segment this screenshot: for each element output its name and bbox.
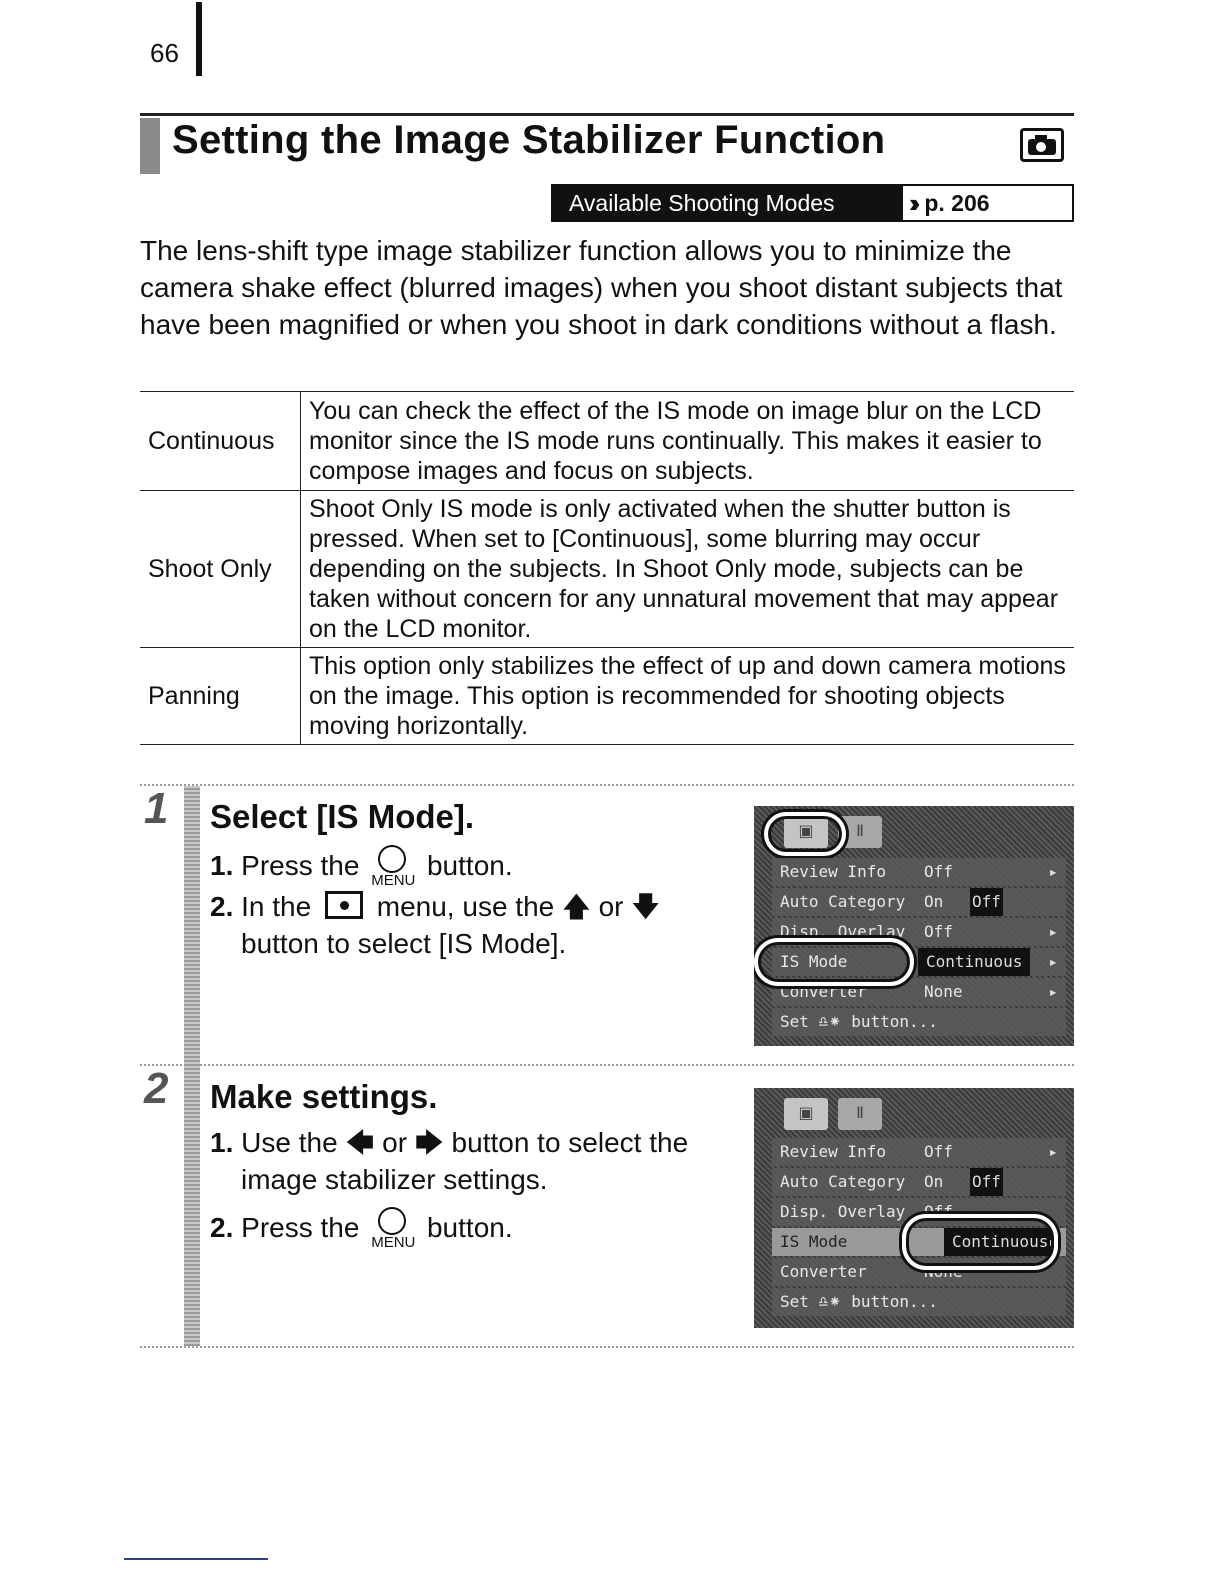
options-table <box>140 391 1074 745</box>
table-row <box>140 648 1074 745</box>
page-title: Setting the Image Stabilizer Function <box>172 118 886 162</box>
instruction-text: Press the <box>241 850 360 881</box>
page-number-bar <box>196 2 202 76</box>
right-arrow-icon: 🡆 <box>414 1127 444 1158</box>
lcd-tabs <box>784 1098 882 1132</box>
lcd-menu-row: Review Info Off ▸ <box>772 858 1066 886</box>
shooting-modes-page-ref: p. 206 <box>924 189 990 216</box>
menu-button-icon <box>371 845 416 889</box>
highlight-ring <box>754 938 914 986</box>
step-instruction-continued: image stabilizer settings. <box>241 1164 548 1195</box>
instruction-text: Press the <box>241 1212 360 1243</box>
step-separator <box>140 784 1074 786</box>
shooting-modes-label: Available Shooting Modes <box>553 186 903 220</box>
double-chevron-icon: ›› <box>909 187 915 218</box>
step-instruction <box>210 845 513 889</box>
option-description: This option only stabilizes the effect of up and down camera motions on the image. This option is recommended for shooting objects moving horizontally. <box>301 648 1075 745</box>
lcd-menu-row: Set ♎⁕ button... <box>772 1008 1066 1036</box>
step-number: 2 <box>144 1064 169 1113</box>
lcd-screenshot-step2 <box>754 1088 1074 1328</box>
instruction-number: 2. <box>210 891 234 922</box>
lcd-menu-row: Set ♎⁕ button... <box>772 1288 1066 1316</box>
lcd-menu-row: Converter None <box>772 1258 1066 1286</box>
step-number: 1 <box>144 784 169 833</box>
lcd-screenshot-step1 <box>754 806 1074 1046</box>
page-number: 66 <box>150 38 179 68</box>
instruction-text: button to select the <box>451 1127 689 1158</box>
step-instruction-continued: button to select [IS Mode]. <box>241 928 567 959</box>
instruction-text: In the <box>241 891 312 922</box>
table-row <box>140 392 1074 491</box>
step-instruction <box>210 889 660 925</box>
menu-button-icon <box>371 1207 416 1251</box>
step-instruction <box>210 1207 513 1251</box>
footer-line <box>124 1558 268 1560</box>
instruction-text: button. <box>426 850 513 881</box>
instruction-text: or <box>598 891 624 922</box>
func-set-button-icon <box>325 891 363 919</box>
left-arrow-icon: 🡄 <box>345 1127 375 1158</box>
camera-mode-icon <box>1020 128 1064 162</box>
menu-button-label: MENU <box>371 1234 416 1251</box>
step-separator <box>140 1346 1074 1348</box>
title-rule <box>140 113 1074 116</box>
highlight-ring <box>902 1214 1058 1270</box>
option-name: Continuous <box>140 392 301 491</box>
lcd-menu-row: IS Mode Continuous ▸ <box>772 1228 1066 1256</box>
instruction-text: Use the <box>241 1127 338 1158</box>
up-arrow-icon: 🡅 <box>562 891 591 922</box>
lcd-menu-row: Disp. Overlay Off ▸ <box>772 918 1066 946</box>
instruction-text: button. <box>426 1212 513 1243</box>
lcd-menu-row: Disp. Overlay Off <box>772 1198 1066 1226</box>
option-name: Shoot Only <box>140 491 301 648</box>
intro-paragraph: The lens-shift type image stabilizer function allows you to minimize the camera shake effect (blurred images) when you shoot distant subjects that have been magnified or when you shoot in dark conditions without a flash. <box>140 235 1063 340</box>
lcd-menu-row: Review Info Off ▸ <box>772 1138 1066 1166</box>
instruction-number: 1. <box>210 850 234 881</box>
step-side-bar <box>184 786 200 1346</box>
shooting-modes-ref <box>903 186 990 220</box>
step-title: Select [IS Mode]. <box>210 798 475 835</box>
option-name: Panning <box>140 648 301 745</box>
down-arrow-icon: 🡇 <box>631 891 661 922</box>
highlight-ring <box>764 812 846 856</box>
lcd-menu-row: Converter None ▸ <box>772 978 1066 1006</box>
settings-tab-icon: Ⅱ <box>838 816 882 848</box>
camera-tab-icon: ▣ <box>784 1098 828 1130</box>
lcd-menu-row: IS Mode Continuous ▸ <box>772 948 1066 976</box>
option-description: Shoot Only IS mode is only activated when the shutter button is pressed. When set to [Continuous], some blurring may occur depending on the subjects. In Shoot Only mode, subjects can be taken without concern for any unnatural movement that may appear on the LCD monitor. <box>301 491 1075 648</box>
available-shooting-modes <box>551 184 1074 222</box>
lcd-menu-row: Auto Category On Off <box>772 1168 1066 1196</box>
step-separator <box>140 1064 1074 1066</box>
step-instruction <box>210 1125 688 1161</box>
title-marker <box>140 118 160 174</box>
menu-button-label: MENU <box>371 872 416 889</box>
camera-tab-icon: ▣ <box>784 816 828 848</box>
step-title: Make settings. <box>210 1078 438 1115</box>
instruction-text: menu, use the <box>376 891 555 922</box>
table-row <box>140 491 1074 648</box>
settings-tab-icon: Ⅱ <box>838 1098 882 1130</box>
lcd-menu-row: Auto Category On Off <box>772 888 1066 916</box>
instruction-text: or <box>382 1127 408 1158</box>
instruction-number: 2. <box>210 1212 234 1243</box>
option-description: You can check the effect of the IS mode on image blur on the LCD monitor since the IS mode runs continually. This makes it easier to compose images and focus on subjects. <box>301 392 1075 491</box>
instruction-number: 1. <box>210 1127 234 1158</box>
